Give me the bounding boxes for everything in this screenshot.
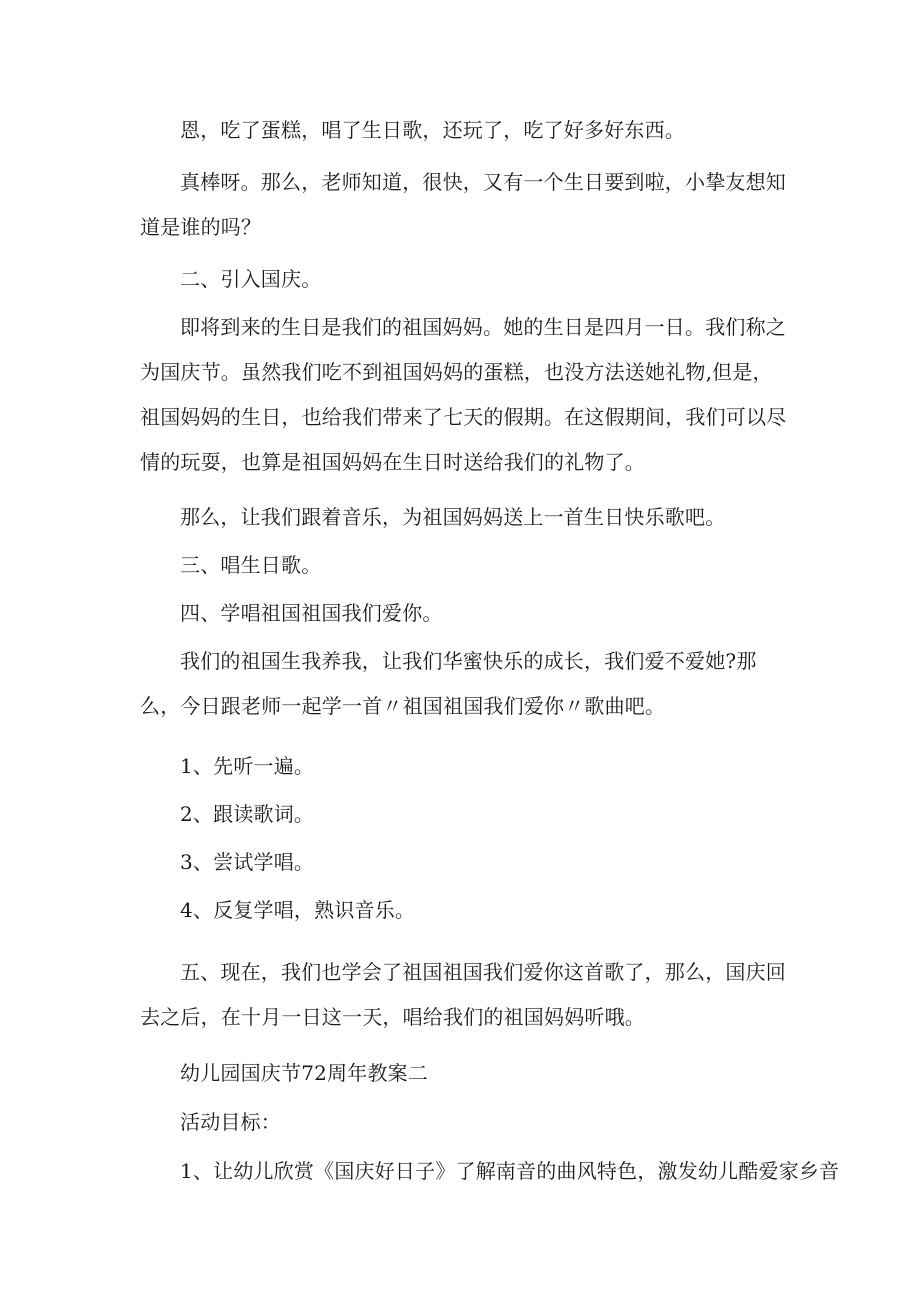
activity-goals-heading: 活动目标： (180, 1110, 281, 1134)
paragraph-4: 那么，让我们跟着音乐，为祖国妈妈送上一首生日快乐歌吧。 (180, 505, 726, 529)
paragraph-5: 我们的祖国生我养我，让我们华蜜快乐的成长，我们爱不爱她?那么，今日跟老师一起学一首〃祖国祖国我们爱你〃歌曲吧。 (140, 649, 757, 718)
section-heading-4: 四、学唱祖国祖国我们爱你。 (180, 601, 443, 625)
goal-item-1: 1、让幼儿欣赏《国庆好日子》了解南音的曲风特色，激发幼儿酷爱家乡音 (180, 1159, 840, 1183)
paragraph-6: 五、现在，我们也学会了祖国祖国我们爱你这首歌了，那么，国庆回去之后，在十月一日这一天，唱给我们的祖国妈妈听哦。 (140, 960, 786, 1029)
list-item-4: 4、反复学唱，熟识音乐。 (180, 898, 416, 922)
list-item-2: 2、跟读歌词。 (180, 802, 315, 826)
section-heading-3: 三、唱生日歌。 (180, 553, 322, 577)
section-heading-2: 二、引入国庆。 (180, 267, 322, 291)
list-item-1: 1、先听一遍。 (180, 754, 315, 778)
paragraph-2: 真棒呀。那么，老师知道，很快，又有一个生日要到啦，小挚友想知道是谁的吗？ (140, 170, 786, 239)
paragraph-1: 恩，吃了蛋糕，唱了生日歌，还玩了，吃了好多好东西。 (180, 118, 685, 142)
paragraph-3: 即将到来的生日是我们的祖国妈妈。她的生日是四月一日。我们称之为国庆节。虽然我们吃不到祖国妈妈的蛋糕，也没方法送她礼物,但是，祖国妈妈的生日，也给我们带来了七天的假期。在这假期间，我们可以尽情的玩耍，也算是祖国妈妈在生日时送给我们的礼物了。 (140, 315, 787, 474)
section-title-plan-two: 幼儿园国庆节72周年教案二 (180, 1061, 429, 1085)
list-item-3: 3、尝试学唱。 (180, 850, 315, 874)
